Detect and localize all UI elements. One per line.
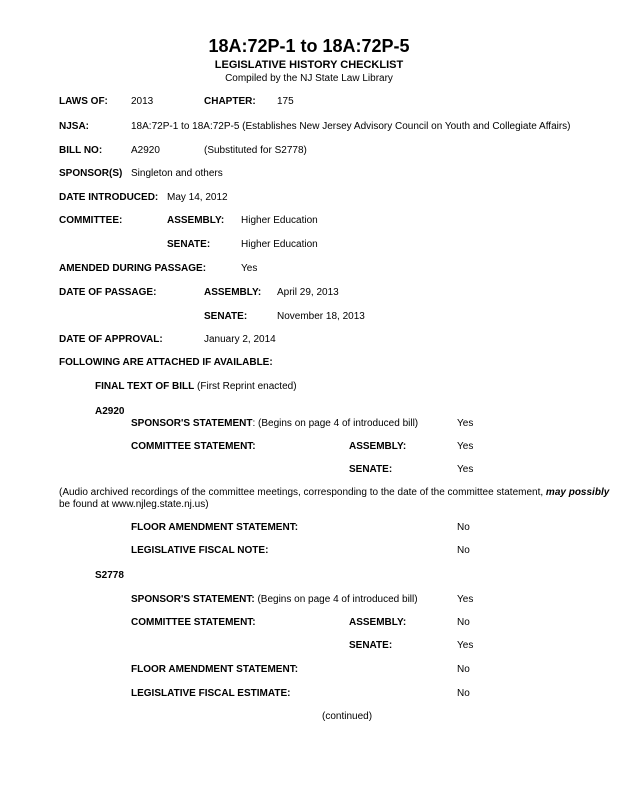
audio-note-line1	[59, 487, 609, 499]
s2778-fiscal-value: No	[457, 688, 470, 699]
approval-label: DATE OF APPROVAL:	[59, 334, 163, 345]
a2920-sponsor-label: SPONSOR'S STATEMENT	[131, 418, 253, 429]
a2920-sponsor-note: : (Begins on page 4 of introduced bill)	[252, 418, 419, 429]
a2920-sponsor-value: Yes	[457, 418, 474, 429]
a2920-assembly-value: Yes	[457, 441, 474, 452]
s2778-floor-label: FLOOR AMENDMENT STATEMENT:	[131, 664, 299, 675]
njsa-value: 18A:72P-1 to 18A:72P-5 (Establishes New Jersey Advisory Council on Youth and Collegiate Affairs)	[131, 121, 571, 132]
audio-note-line2: be found at www.njleg.state.nj.us)	[59, 499, 209, 510]
a2920-assembly-label: ASSEMBLY:	[349, 441, 407, 452]
a2920-senate-value: Yes	[457, 464, 474, 475]
passage-label: DATE OF PASSAGE:	[59, 287, 157, 298]
final-text-label: FINAL TEXT OF BILL	[95, 381, 195, 392]
sponsors-label: SPONSOR(S)	[59, 168, 123, 179]
laws-of-label: LAWS OF:	[59, 96, 108, 107]
a2920-floor-label: FLOOR AMENDMENT STATEMENT:	[131, 522, 299, 533]
date-introduced-label: DATE INTRODUCED:	[59, 192, 159, 203]
s2778-sponsor-label: SPONSOR'S STATEMENT:	[131, 594, 255, 605]
audio-note-emphasis: may possibly	[545, 487, 610, 498]
committee-senate-label: SENATE:	[167, 239, 211, 250]
committee-assembly-value: Higher Education	[241, 215, 318, 226]
s2778-committee-label: COMMITTEE STATEMENT:	[131, 617, 256, 628]
chapter-label: CHAPTER:	[204, 96, 256, 107]
a2920-fiscal-value: No	[457, 545, 470, 556]
s2778-sponsor-value: Yes	[457, 594, 474, 605]
s2778-sponsor-note: (Begins on page 4 of introduced bill)	[254, 594, 418, 605]
passage-assembly-label: ASSEMBLY:	[204, 287, 262, 298]
s2778-sponsor-line	[131, 594, 418, 606]
s2778-senate-label: SENATE:	[349, 640, 393, 651]
a2920-floor-value: No	[457, 522, 470, 533]
a2920-sponsor-line	[131, 418, 418, 430]
final-text-line	[95, 381, 297, 393]
audio-note-text: (Audio archived recordings of the committee meetings, corresponding to the date of the committee statement,	[59, 487, 546, 498]
s2778-assembly-label: ASSEMBLY:	[349, 617, 407, 628]
njsa-label: NJSA:	[59, 121, 90, 132]
sponsors-value: Singleton and others	[131, 168, 223, 179]
committee-assembly-label: ASSEMBLY:	[167, 215, 225, 226]
passage-senate-value: November 18, 2013	[277, 311, 365, 322]
a2920-fiscal-label: LEGISLATIVE FISCAL NOTE:	[131, 545, 269, 556]
amended-label: AMENDED DURING PASSAGE:	[59, 263, 207, 274]
laws-of-value: 2013	[131, 96, 154, 107]
passage-senate-label: SENATE:	[204, 311, 248, 322]
bill-no-note: (Substituted for S2778)	[204, 145, 307, 156]
s2778-senate-value: Yes	[457, 640, 474, 651]
a2920-heading: A2920	[95, 406, 125, 417]
s2778-assembly-value: No	[457, 617, 470, 628]
bill-no-value: A2920	[131, 145, 160, 156]
passage-assembly-value: April 29, 2013	[277, 287, 339, 298]
amended-value: Yes	[241, 263, 258, 274]
a2920-senate-label: SENATE:	[349, 464, 393, 475]
compiled-by: Compiled by the NJ State Law Library	[225, 73, 393, 84]
page-subtitle: LEGISLATIVE HISTORY CHECKLIST	[214, 59, 404, 71]
a2920-committee-label: COMMITTEE STATEMENT:	[131, 441, 256, 452]
committee-senate-value: Higher Education	[241, 239, 318, 250]
date-introduced-value: May 14, 2012	[167, 192, 228, 203]
approval-value: January 2, 2014	[204, 334, 276, 345]
bill-no-label: BILL NO:	[59, 145, 103, 156]
final-text-note: (First Reprint enacted)	[194, 381, 297, 392]
continued-note: (continued)	[322, 711, 373, 722]
page-title: 18A:72P-1 to 18A:72P-5	[208, 36, 410, 56]
s2778-heading: S2778	[95, 570, 124, 581]
s2778-fiscal-label: LEGISLATIVE FISCAL ESTIMATE:	[131, 688, 291, 699]
following-heading: FOLLOWING ARE ATTACHED IF AVAILABLE:	[59, 357, 273, 368]
chapter-value: 175	[277, 96, 294, 107]
s2778-floor-value: No	[457, 664, 470, 675]
committee-label: COMMITTEE:	[59, 215, 123, 226]
